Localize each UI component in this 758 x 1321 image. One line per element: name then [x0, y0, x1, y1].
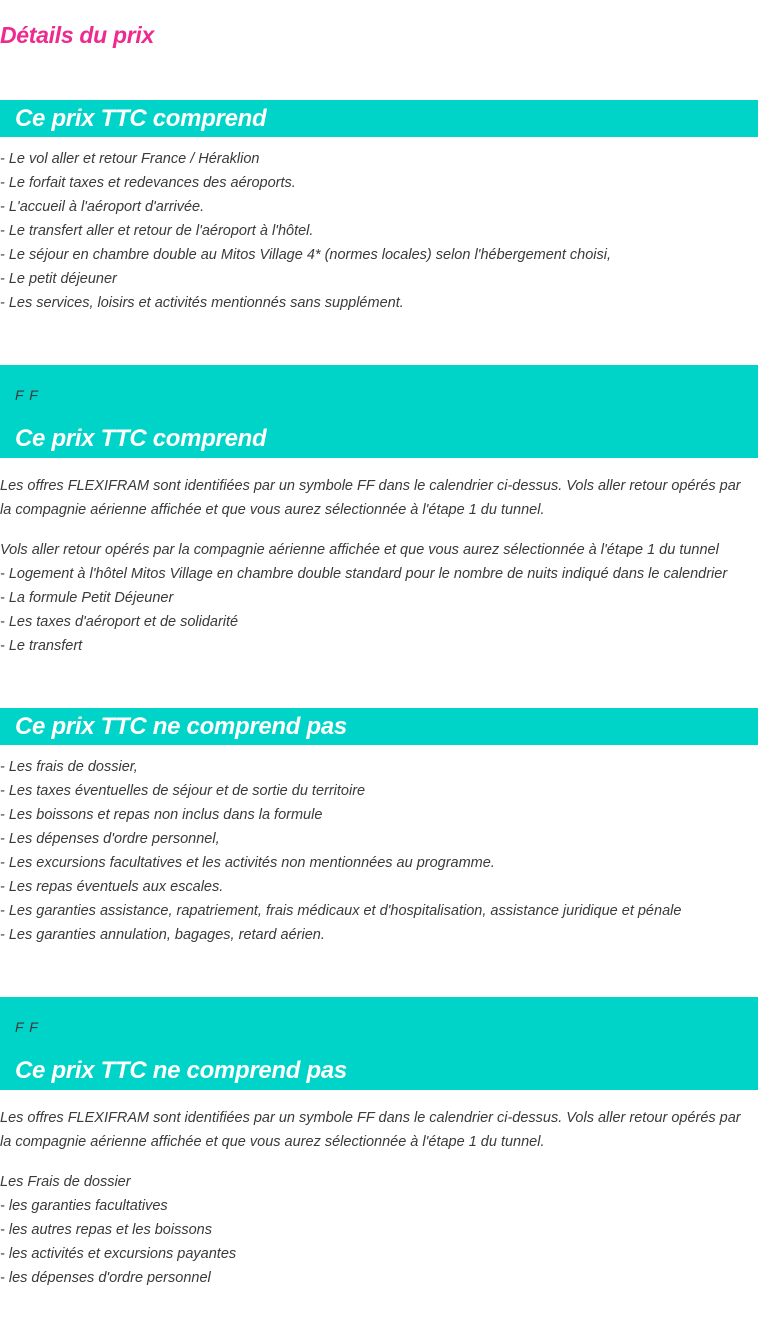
flexifram-intro: Les offres FLEXIFRAM sont identifiées par un symbole FF dans le calendrier ci-dessus. Vols aller retour opérés par la compagnie aérienne affichée et que vous aurez sélectionnée à l'étape 1 du tunnel. [0, 1110, 741, 1150]
section-title: Ce prix TTC ne comprend pas [15, 1057, 347, 1084]
list-item: - Les dépenses d'ordre personnel, [0, 831, 220, 847]
list-item: - Les taxes éventuelles de séjour et de sortie du territoire [0, 783, 366, 799]
list-item: - Logement à l'hôtel Mitos Village en chambre double standard pour le nombre de nuits indiqué dans le calendrier [0, 566, 728, 582]
list-item: - les dépenses d'ordre personnel [0, 1270, 211, 1286]
list-item: Les Frais de dossier [0, 1174, 131, 1190]
list-item: - les autres repas et les boissons [0, 1222, 212, 1238]
list-item: - Les services, loisirs et activités mentionnés sans supplément. [0, 295, 404, 311]
section-header-included [0, 100, 758, 137]
list-item: - L'accueil à l'aéroport d'arrivée. [0, 199, 205, 215]
section-header-flexifram-not-included [0, 997, 758, 1090]
list-item: - Les boissons et repas non inclus dans la formule [0, 807, 323, 823]
list-item: - Le séjour en chambre double au Mitos Village 4* (normes locales) selon l'hébergement choisi, [0, 247, 612, 263]
list-item: - Le vol aller et retour France / Héraklion [0, 151, 260, 167]
list-item: - Les repas éventuels aux escales. [0, 879, 224, 895]
list-item: - La formule Petit Déjeuner [0, 590, 174, 606]
section-title: Ce prix TTC comprend [15, 105, 267, 132]
not-included-list [0, 755, 758, 947]
list-item: - Les garanties annulation, bagages, retard aérien. [0, 927, 325, 943]
list-item: - Les taxes d'aéroport et de solidarité [0, 614, 239, 630]
flexifram-intro: Les offres FLEXIFRAM sont identifiées par un symbole FF dans le calendrier ci-dessus. Vols aller retour opérés par la compagnie aérienne affichée et que vous aurez sélectionnée à l'étape 1 du tunnel. [0, 478, 741, 518]
list-item: - Les excursions facultatives et les activités non mentionnées au programme. [0, 855, 495, 871]
section-title: Ce prix TTC comprend [15, 425, 267, 452]
included-list [0, 147, 758, 315]
list-item: - Le transfert [0, 638, 83, 654]
ff-symbol: F F [15, 1019, 39, 1035]
flexifram-not-included-list [0, 1170, 758, 1290]
section-title: Ce prix TTC ne comprend pas [15, 713, 347, 740]
list-item: Vols aller retour opérés par la compagnie aérienne affichée et que vous aurez sélectionnée à l'étape 1 du tunnel [0, 542, 719, 558]
list-item: - Le petit déjeuner [0, 271, 117, 287]
list-item: - Les frais de dossier, [0, 759, 138, 775]
list-item: - les garanties facultatives [0, 1198, 168, 1214]
list-item: - Le transfert aller et retour de l'aéroport à l'hôtel. [0, 223, 314, 239]
page-title: Détails du prix [0, 22, 154, 48]
list-item: - les activités et excursions payantes [0, 1246, 237, 1262]
list-item: - Le forfait taxes et redevances des aéroports. [0, 175, 296, 191]
section-header-not-included [0, 708, 758, 745]
section-header-flexifram-included [0, 365, 758, 458]
ff-symbol: F F [15, 387, 39, 403]
flexifram-included-list [0, 538, 758, 658]
list-item: - Les garanties assistance, rapatriement, frais médicaux et d'hospitalisation, assistance juridique et pénale [0, 903, 682, 919]
